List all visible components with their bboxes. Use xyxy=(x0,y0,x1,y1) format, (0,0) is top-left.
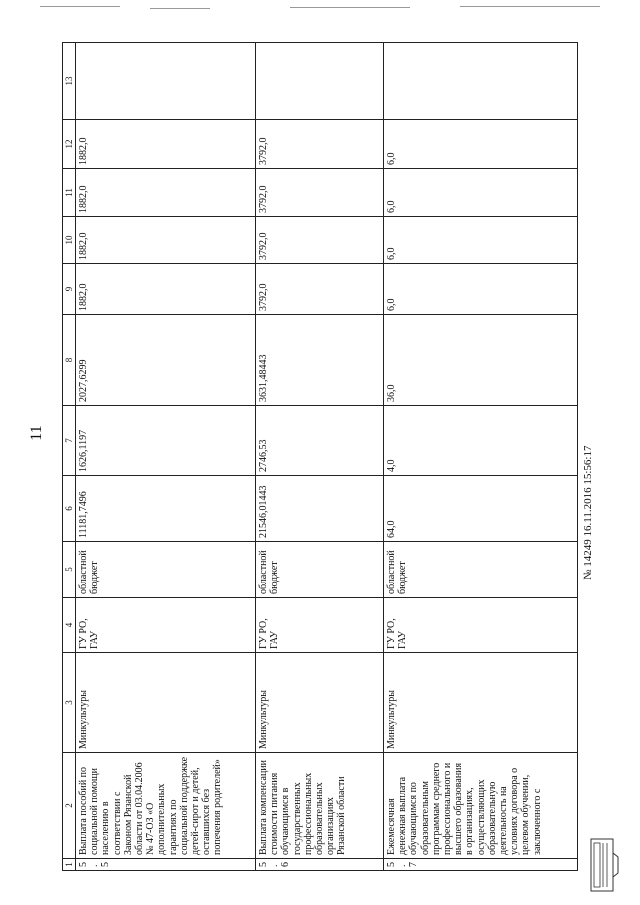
col-header: 3 xyxy=(63,653,76,753)
amount-year: 4,0 xyxy=(384,406,578,476)
col-header: 5 xyxy=(63,542,76,598)
amount-year: 36,0 xyxy=(384,315,578,406)
measure-name: Выплата компенсации стоимости питания обучающимся в государственных профессиональных образовательных организациях Рязанской области xyxy=(256,753,384,859)
amount-year: 1626,1197 xyxy=(76,406,256,476)
amount-year: 3792,0 xyxy=(256,120,384,169)
amount-year: 6,0 xyxy=(384,264,578,315)
registration-stamp-text: № 14249 16.11.2016 15:56:17 xyxy=(582,445,594,580)
amount-year: 2746,53 xyxy=(256,406,384,476)
program-measures-table xyxy=(62,42,578,871)
recipient: ГУ РО, ГАУ xyxy=(76,598,256,653)
col-header: 11 xyxy=(63,169,76,217)
amount-year: 1882,0 xyxy=(76,264,256,315)
amount-year: 1882,0 xyxy=(76,120,256,169)
page-number: 11 xyxy=(28,425,45,441)
table-row xyxy=(76,43,256,871)
funding-source: областной бюджет xyxy=(76,542,256,598)
registry-stamp-icon xyxy=(589,833,619,895)
executor: Минкультуры xyxy=(256,653,384,753)
col-header: 9 xyxy=(63,264,76,315)
executor: Минкультуры xyxy=(384,653,578,753)
scan-artifact xyxy=(290,7,410,8)
recipient: ГУ РО, ГАУ xyxy=(256,598,384,653)
col-header: 10 xyxy=(63,217,76,264)
amount-total: 11181,7496 xyxy=(76,476,256,542)
scan-artifact xyxy=(40,6,120,7)
document-table-rotated xyxy=(62,43,576,871)
amount-year: 6,0 xyxy=(384,217,578,264)
col-header: 12 xyxy=(63,120,76,169)
col-header: 2 xyxy=(63,753,76,859)
col-header: 6 xyxy=(63,476,76,542)
funding-source: областной бюджет xyxy=(256,542,384,598)
amount-year: 2027,6299 xyxy=(76,315,256,406)
col-header: 4 xyxy=(63,598,76,653)
amount-year: 1882,0 xyxy=(76,217,256,264)
header-row xyxy=(63,43,76,871)
row-number: 5.7 xyxy=(384,859,578,871)
measure-name: Выплата пособий по социальной помощи населению в соответствии с Законом Рязанской области от 03.04.2006 № 47-ОЗ «О дополнительных гарантиях по социальной поддержке детей-сирот и детей, оставшихся без попечения родителей» xyxy=(76,753,256,859)
executor: Минкультуры xyxy=(76,653,256,753)
amount-year: 3631,48443 xyxy=(256,315,384,406)
amount-year: 3792,0 xyxy=(256,264,384,315)
indicator-cell xyxy=(384,43,578,120)
scan-artifact xyxy=(150,8,210,9)
table-row xyxy=(256,43,384,871)
measure-name: Ежемесячная денежная выплата обучающимся по образовательным программам среднего профессионального и высшего образования в организациях, осуществляющих образовательную деятельность на условиях договора о целевом обучении, заключенного с xyxy=(384,753,578,859)
amount-year: 6,0 xyxy=(384,169,578,217)
recipient: ГУ РО, ГАУ xyxy=(384,598,578,653)
amount-year: 3792,0 xyxy=(256,217,384,264)
amount-total: 21546,01443 xyxy=(256,476,384,542)
indicator-cell xyxy=(76,43,256,120)
scan-artifact xyxy=(460,6,600,7)
table-row xyxy=(384,43,578,871)
amount-year: 3792,0 xyxy=(256,169,384,217)
row-number: 5.5 xyxy=(76,859,256,871)
amount-year: 1882,0 xyxy=(76,169,256,217)
col-header: 1 xyxy=(63,859,76,871)
col-header: 7 xyxy=(63,406,76,476)
indicator-cell xyxy=(256,43,384,120)
funding-source: областной бюджет xyxy=(384,542,578,598)
row-number: 5.6 xyxy=(256,859,384,871)
amount-year: 6,0 xyxy=(384,120,578,169)
amount-total: 64,0 xyxy=(384,476,578,542)
col-header: 13 xyxy=(63,43,76,120)
col-header: 8 xyxy=(63,315,76,406)
